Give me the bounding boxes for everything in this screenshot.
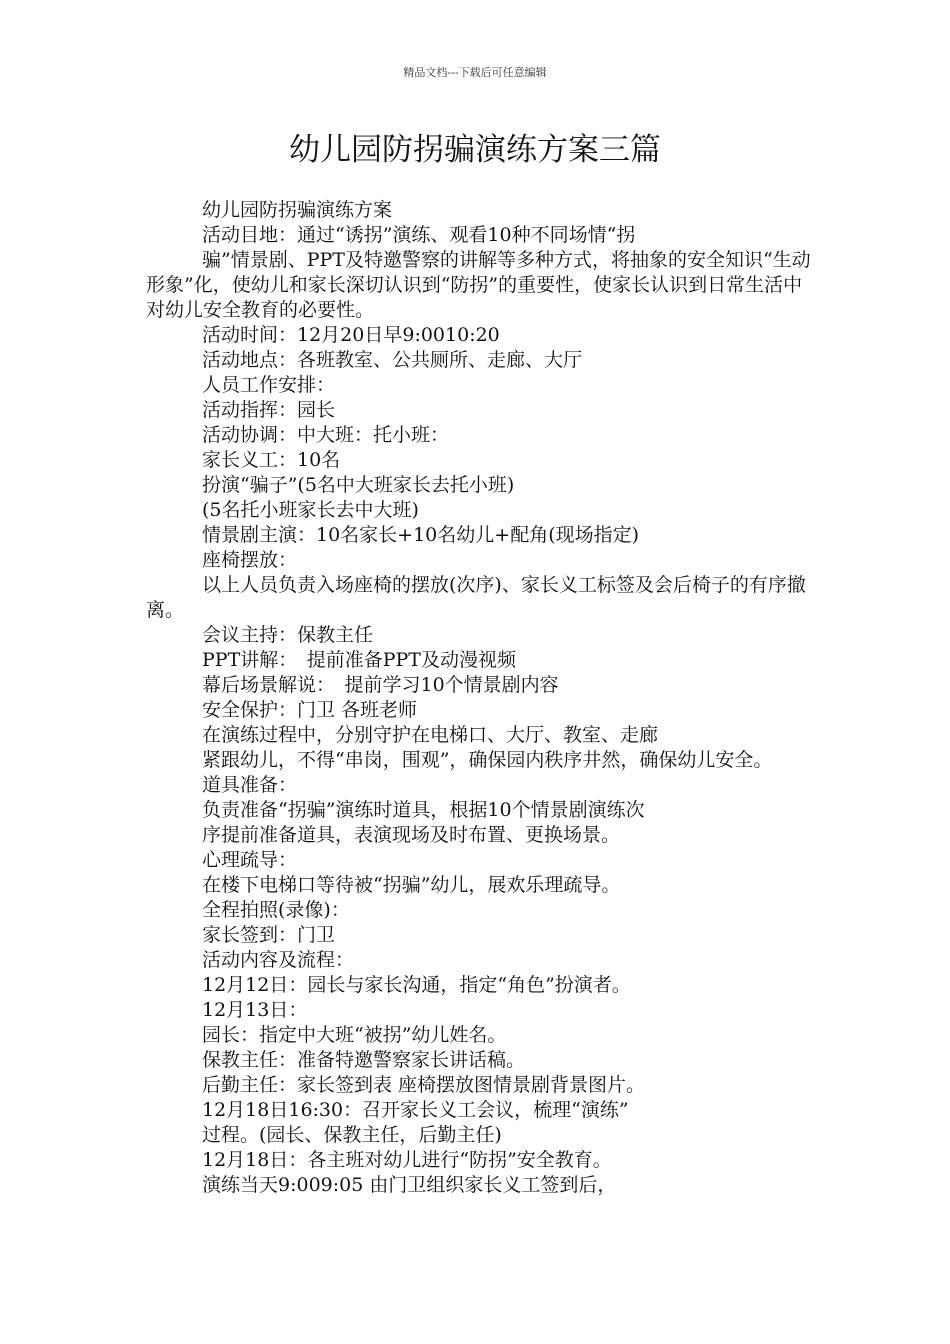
paragraph: 人员工作安排：	[202, 374, 336, 396]
paragraph: 安全保护：门卫 各班老师	[202, 699, 418, 721]
paragraph: 活动地点：各班教室、公共厕所、走廊、大厅	[202, 349, 583, 371]
paragraph: 园长：指定中大班“被拐”幼儿姓名。	[202, 1024, 507, 1046]
paragraph: 道具准备：	[202, 774, 298, 796]
paragraph: 活动指挥：园长	[202, 399, 336, 421]
paragraph: 负责准备“拐骗”演练时道具，根据10个情景剧演练次	[202, 799, 645, 821]
paragraph: 骗”情景剧、PPT及特邀警察的讲解等多种方式，将抽象的安全知识“生动形象”化，使幼儿和家长深切认识到“防拐”的重要性，使家长认识到日常生活中对幼儿安全教育的必要性。	[146, 249, 811, 321]
paragraph: 演练当天9:009:05 由门卫组织家长义工签到后，	[202, 1174, 617, 1196]
paragraph: 过程。(园长、保教主任，后勤主任)	[202, 1124, 502, 1146]
paragraph: 后勤主任：家长签到表 座椅摆放图情景剧背景图片。	[202, 1074, 646, 1096]
paragraph: 12月13日：	[202, 999, 308, 1021]
paragraph: 幼儿园防拐骗演练方案	[202, 199, 393, 221]
paragraph: 在演练过程中，分别守护在电梯口、大厅、教室、走廊	[202, 724, 659, 746]
paragraph: 活动时间：12月20日早9:0010:20	[202, 324, 500, 346]
paragraph: 保教主任：准备特邀警察家长讲话稿。	[202, 1049, 526, 1071]
paragraph: 家长签到：门卫	[202, 924, 336, 946]
page-header: 精品文档---下载后可任意编辑	[403, 66, 547, 79]
paragraph: 情景剧主演：10名家长+10名幼儿+配角(现场指定)	[202, 524, 640, 546]
paragraph: 全程拍照(录像)：	[202, 899, 350, 921]
document-body	[146, 198, 812, 1198]
paragraph: 幕后场景解说： 提前学习10个情景剧内容	[202, 674, 559, 696]
paragraph: 家长义工：10名	[202, 449, 341, 471]
paragraph: 序提前准备道具，表演现场及时布置、更换场景。	[202, 824, 621, 846]
paragraph: 扮演“骗子”(5名中大班家长去托小班)	[202, 474, 515, 496]
paragraph: 活动协调：中大班：托小班：	[202, 424, 450, 446]
paragraph: 会议主持：保教主任	[202, 624, 374, 646]
paragraph: 12月18日：各主班对幼儿进行“防拐”安全教育。	[202, 1149, 612, 1171]
paragraph: 12月12日：园长与家长沟通，指定“角色”扮演者。	[202, 974, 631, 996]
document-title: 幼儿园防拐骗演练方案三篇	[289, 132, 661, 168]
paragraph: 座椅摆放：	[202, 549, 298, 571]
paragraph: 紧跟幼儿，不得“串岗，围观”，确保园内秩序井然，确保幼儿安全。	[202, 749, 773, 771]
paragraph: 活动内容及流程：	[202, 949, 355, 971]
paragraph: (5名托小班家长去中大班)	[202, 499, 419, 521]
paragraph: 心理疏导：	[202, 849, 298, 871]
paragraph: 活动目地：通过“诱拐”演练、观看10种不同场情“拐	[202, 224, 636, 246]
paragraph: 12月18日16:30：召开家长义工会议，梳理“演练”	[202, 1099, 629, 1121]
paragraph: 以上人员负责入场座椅的摆放(次序)、家长义工标签及会后椅子的有序撤离。	[146, 574, 806, 621]
paragraph: PPT讲解： 提前准备PPT及动漫视频	[202, 649, 516, 671]
paragraph: 在楼下电梯口等待被“拐骗”幼儿，展欢乐理疏导。	[202, 874, 621, 896]
